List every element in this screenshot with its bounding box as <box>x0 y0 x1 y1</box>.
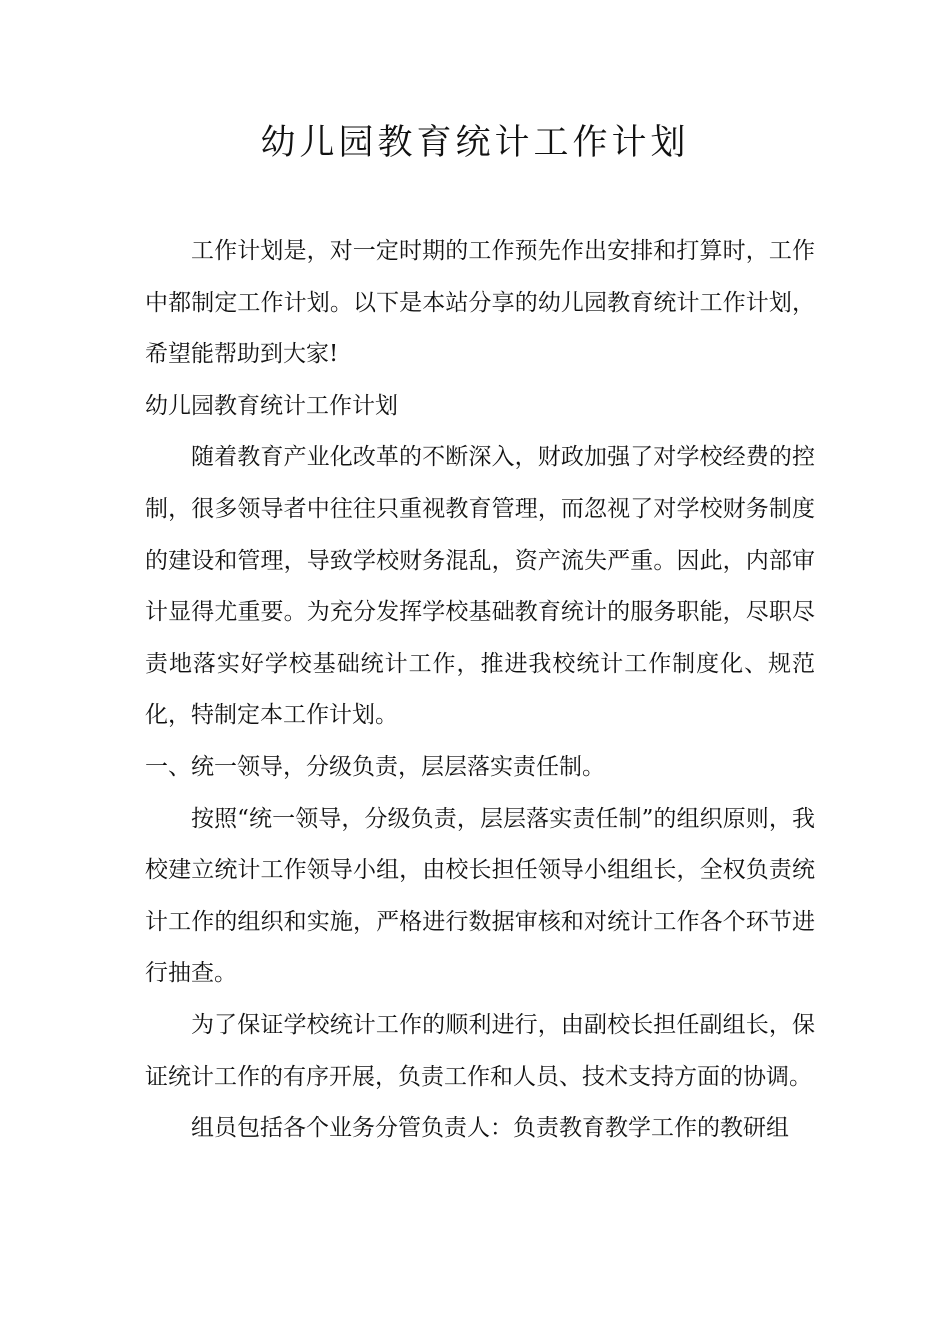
document-body <box>145 226 815 1155</box>
background-paragraph: 随着教育产业化改革的不断深入，财政加强了对学校经费的控制，很多领导者中往往只重视教育管理，而忽视了对学校财务制度的建设和管理，导致学校财务混乱，资产流失严重。因此，内部审计显得尤重要。为充分发挥学校基础教育统计的服务职能，尽职尽责地落实好学校基础统计工作，推进我校统计工作制度化、规范化，特制定本工作计划。 <box>145 444 815 729</box>
deputy-paragraph: 为了保证学校统计工作的顺利进行，由副校长担任副组长，保证统计工作的有序开展，负责工作和人员、技术支持方面的协调。 <box>145 1011 815 1090</box>
organization-paragraph: 按照“统一领导，分级负责，层层落实责任制”的组织原则，我校建立统计工作领导小组，由校长担任领导小组组长，全权负责统计工作的组织和实施，严格进行数据审核和对统计工作各个环节进行抽查。 <box>145 805 815 987</box>
subsection-heading-1: 一、统一领导，分级负责，层层落实责任制。 <box>145 753 605 780</box>
document-title: 幼儿园教育统计工作计划 <box>260 123 690 163</box>
intro-paragraph: 工作计划是，对一定时期的工作预先作出安排和打算时，工作中都制定工作计划。以下是本站分享的幼儿园教育统计工作计划，希望能帮助到大家! <box>145 238 815 368</box>
section-heading: 幼儿园教育统计工作计划 <box>145 392 398 419</box>
members-paragraph: 组员包括各个业务分管负责人：负责教育教学工作的教研组 <box>191 1115 789 1142</box>
